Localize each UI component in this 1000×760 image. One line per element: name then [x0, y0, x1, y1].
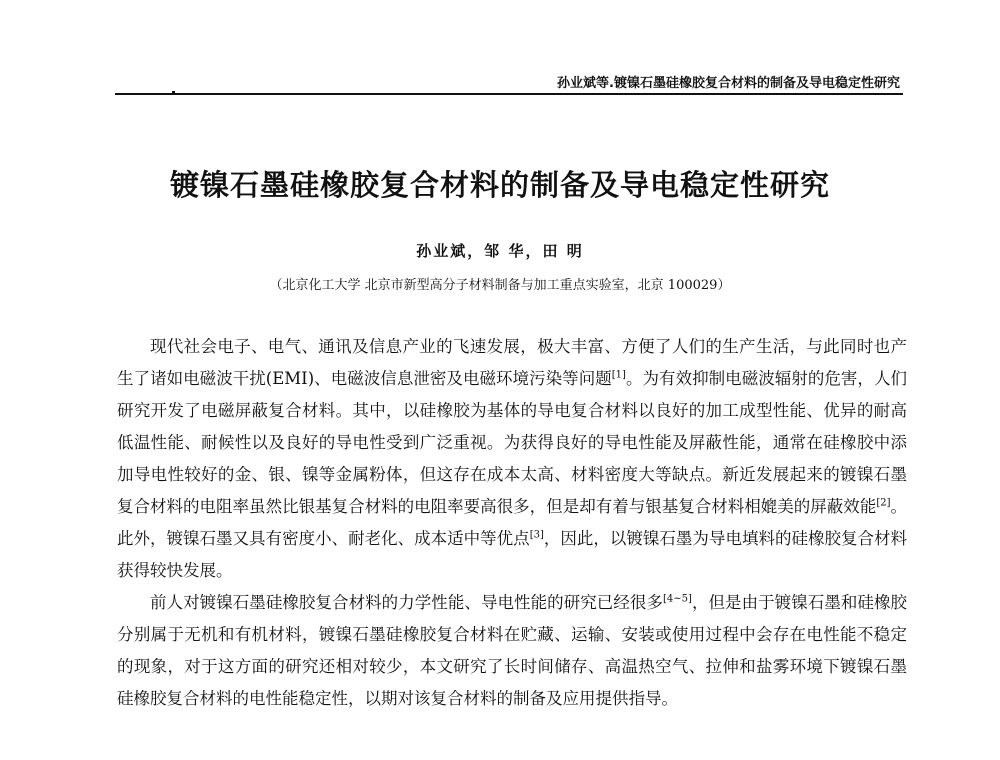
paragraph-2 — [117, 587, 907, 715]
paragraph-2-part-1: 前人对镀镍石墨硅橡胶复合材料的力学性能、导电性能的研究已经很多 — [150, 593, 663, 612]
affiliation: （北京化工大学 北京市新型高分子材料制备与加工重点实验室，北京 100029） — [269, 278, 731, 293]
paragraph-1 — [117, 331, 907, 587]
body-text — [117, 331, 907, 715]
citation-1: [1] — [611, 369, 626, 381]
paragraph-1-part-4: ，因此，以镀镍石墨为导电填料的硅橡胶复合材料获得较快发展。 — [117, 529, 908, 580]
paragraph-1-part-1: 现代社会电子、电气、通讯及信息产业的飞速发展，极大丰富、方便了人们的生产生活，与此同时也产生了诸如电磁波干扰(EMI)、电磁波信息泄密及电磁环境污染等问题 — [117, 337, 907, 388]
paper-title: 镀镍石墨硅橡胶复合材料的制备及导电稳定性研究 — [169, 168, 830, 202]
citation-3: [3] — [529, 529, 544, 541]
authors: 孙业斌，邹 华，田 明 — [416, 242, 584, 260]
header-rule — [115, 93, 903, 95]
citation-2: [2] — [876, 497, 891, 509]
paragraph-1-part-3: 。此外，镀镍石墨又具有密度小、耐老化、成本适中等优点 — [117, 497, 908, 548]
header-rule-mark — [172, 91, 175, 93]
paragraph-2-part-2: ，但是由于镀镍石墨和硅橡胶分别属于无机和有机材料，镀镍石墨硅橡胶复合材料在贮藏、运输、安装或使用过程中会存在电性能不稳定的现象，对于这方面的研究还相对较少，本文研究了长时间储存、高温热空气、拉伸和盐雾环境下镀镍石墨硅橡胶复合材料的电性能稳定性，以期对该复合材料的制备及应用提供指导。 — [117, 593, 908, 708]
paragraph-1-part-2: 。为有效抑制电磁波辐射的危害，人们研究开发了电磁屏蔽复合材料。其中，以硅橡胶为基体的导电复合材料以良好的加工成型性能、优异的耐高低温性能、耐候性以及良好的导电性受到广泛重视。为获得良好的导电性能及屏蔽性能，通常在硅橡胶中添加导电性较好的金、银、镍等金属粉体，但这存在成本太高、材料密度大等缺点。新近发展起来的镀镍石墨复合材料的电阻率虽然比银基复合材料的电阻率要高很多，但是却有着与银基复合材料相媲美的屏蔽效能 — [117, 369, 907, 516]
running-head: 孙业斌等.镀镍石墨硅橡胶复合材料的制备及导电稳定性研究 — [557, 76, 900, 91]
citation-4-5: [4~5] — [662, 593, 692, 605]
